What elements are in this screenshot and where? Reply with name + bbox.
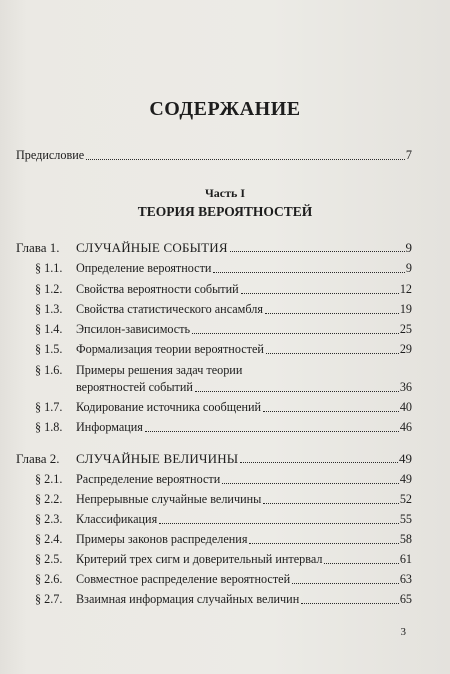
toc-chapter-2 [16,451,412,466]
section-page: 61 [399,552,412,566]
toc-section [76,472,412,487]
section-page: 25 [399,322,412,336]
section-title: Совместное распределение вероятностей [76,572,291,586]
toc-section [76,400,412,415]
toc-section [76,282,412,297]
dot-leader [249,543,398,544]
section-number: § 1.1. [35,261,63,275]
toc-section [76,512,412,527]
section-title: Информация [76,420,143,434]
toc-section [76,302,412,317]
toc-section [76,532,412,547]
dot-leader [266,353,399,354]
dot-leader [230,251,405,252]
section-page: 63 [399,572,412,586]
dot-leader [324,563,398,564]
section-number: § 1.8. [35,420,63,434]
chapter-number: Глава 1. [16,240,60,255]
toc-section [76,261,412,276]
section-page: 40 [399,400,412,414]
section-number: § 1.7. [35,400,63,414]
dot-leader [301,603,399,604]
toc-section [76,572,412,587]
dot-leader [240,462,398,463]
toc-section [76,492,412,507]
dot-leader [195,391,399,392]
section-page: 58 [399,532,412,546]
section-title: Критерий трех сигм и доверительный интервал [76,552,323,566]
dot-leader [159,523,399,524]
chapter-page: 49 [399,451,412,466]
page-title: СОДЕРЖАНИЕ [149,98,301,120]
section-title: Взаимная информация случайных величин [76,592,300,606]
section-page: 46 [399,420,412,434]
section-number: § 1.2. [35,282,63,296]
toc-section [76,342,412,357]
section-title-line1: Примеры решения задач теории [76,363,243,377]
toc-section [76,380,412,395]
section-number: § 2.5. [35,552,63,566]
section-number: § 1.6. [35,363,63,377]
section-number: § 2.2. [35,492,63,506]
dot-leader [265,313,399,314]
toc-chapter-1 [16,240,412,255]
section-title: Примеры законов распределения [76,532,248,546]
section-title: Формализация теории вероятностей [76,342,264,356]
dot-leader [292,583,399,584]
section-page: 19 [399,302,412,316]
chapter-title: СЛУЧАЙНЫЕ ВЕЛИЧИНЫ [76,451,239,466]
toc-section [76,322,412,337]
section-title: Распределение вероятности [76,472,221,486]
section-page: 9 [405,261,412,275]
dot-leader [86,159,405,160]
part-label: Часть I [204,186,246,200]
toc-entry-preface [16,148,412,163]
dot-leader [263,503,399,504]
section-page: 65 [399,592,412,606]
section-title: Непрерывные случайные величины [76,492,262,506]
section-page: 12 [399,282,412,296]
section-title: Эпсилон-зависимость [76,322,191,336]
chapter-page: 9 [405,240,412,255]
section-page: 52 [399,492,412,506]
dot-leader [222,483,399,484]
toc-section [76,420,412,435]
dot-leader [241,293,399,294]
section-title: вероятностей событий [76,380,193,394]
section-number: § 2.7. [35,592,63,606]
dot-leader [145,431,399,432]
section-title: Классификация [76,512,158,526]
dot-leader [192,333,399,334]
section-title: Определение вероятности [76,261,212,275]
part-title: ТЕОРИЯ ВЕРОЯТНОСТЕЙ [137,204,313,219]
section-number: § 1.4. [35,322,63,336]
chapter-title: СЛУЧАЙНЫЕ СОБЫТИЯ [76,240,228,255]
section-title: Свойства статистического ансамбля [76,302,263,316]
section-title: Кодирование источника сообщений [76,400,262,414]
toc-section [76,592,412,607]
dot-leader [263,411,399,412]
section-page: 36 [399,380,412,394]
toc-entry-page: 7 [405,148,412,162]
dot-leader [213,272,404,273]
section-number: § 1.5. [35,342,63,356]
toc-section [76,552,412,567]
toc-entry-title: Предисловие [16,148,85,162]
section-page: 55 [399,512,412,526]
section-number: § 2.1. [35,472,63,486]
section-number: § 2.6. [35,572,63,586]
section-page: 49 [399,472,412,486]
section-page: 29 [399,342,412,356]
chapter-number: Глава 2. [16,451,60,466]
section-number: § 1.3. [35,302,63,316]
page-number: 3 [400,626,406,638]
section-number: § 2.4. [35,532,63,546]
section-title: Свойства вероятности событий [76,282,239,296]
section-number: § 2.3. [35,512,63,526]
